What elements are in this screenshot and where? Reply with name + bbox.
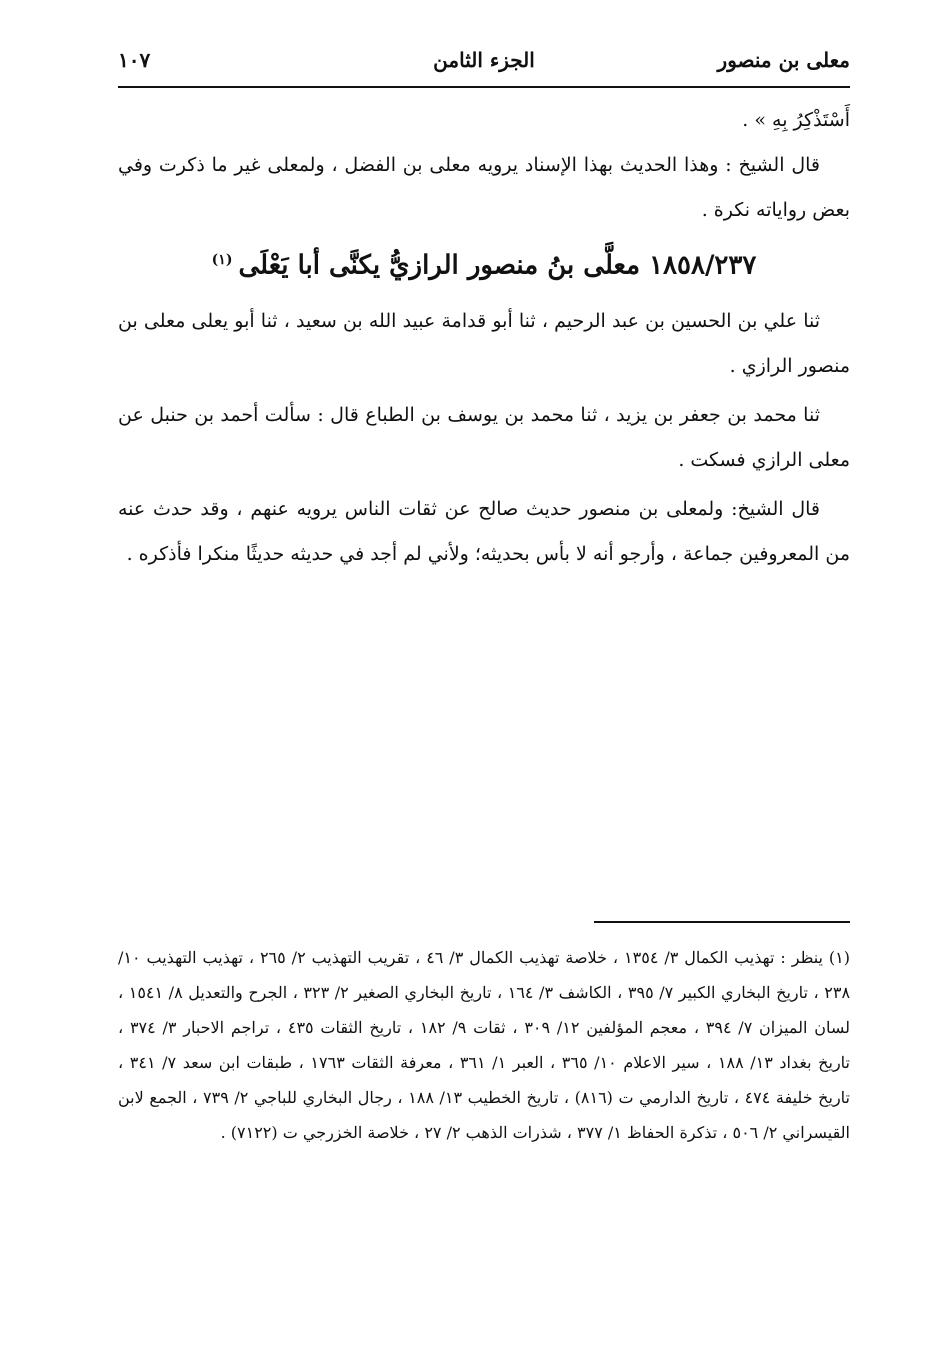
paragraph-shaykh-verdict: قال الشيخ: ولمعلى بن منصور حديث صالح عن ثقات الناس يرويه عنهم ، وقد حدث عنه من المعروفين جماعة ، وأرجو أنه لا بأس بحديثه؛ ولأني لم أجد في حديثه حديثًا منكرا فأذكره .	[118, 497, 850, 565]
main-text	[118, 98, 850, 577]
page-number: ١٠٧	[118, 48, 151, 72]
paragraph-isnad-2: ثنا محمد بن جعفر بن يزيد ، ثنا محمد بن يوسف بن الطباع قال : سألت أحمد بن حنبل عن معلى الرازي فسكت .	[118, 403, 850, 471]
footnote-1: (١) ينظر : تهذيب الكمال ٣/ ١٣٥٤ ، خلاصة تهذيب الكمال ٣/ ٤٦ ، تقريب التهذيب ٢/ ٢٦٥ ، تهذيب التهذيب ١٠/ ٢٣٨ ، تاريخ البخاري الكبير ٧/ ٣٩٥ ، الكاشف ٣/ ١٦٤ ، تاريخ البخاري الصغير ٢/ ٣٢٣ ، الجرح والتعديل ٨/ ١٥٤١ ، لسان الميزان ٧/ ٣٩٤ ، معجم المؤلفين ١٢/ ٣٠٩ ، ثقات ٩/ ١٨٢ ، تاريخ الثقات ٤٣٥ ، تراجم الاحبار ٣/ ٣٧٤ ، تاريخ بغداد ١٣/ ١٨٨ ، سير الاعلام ١٠/ ٣٦٥ ، العبر ١/ ٣٦١ ، معرفة الثقات ١٧٦٣ ، طبقات ابن سعد ٧/ ٣٤١ ، تاريخ خليفة ٤٧٤ ، تاريخ الدارمي ت (٨١٦) ، تاريخ الخطيب ١٣/ ١٨٨ ، رجال البخاري للباجي ٢/ ٧٣٩ ، الجمع لابن القيسراني ٢/ ٥٠٦ ، تذكرة الحفاظ ١/ ٣٧٧ ، شذرات الذهب ٢/ ٢٧ ، خلاصة الخزرجي ت (٧١٢٢) .	[118, 948, 851, 1142]
footnotes	[118, 940, 850, 1150]
footnote-ref: (١)	[211, 252, 233, 268]
page-header	[118, 40, 850, 88]
continuation-line: أَسْتَذْكِرُ بِهِ » .	[742, 109, 850, 131]
volume-label: الجزء الثامن	[433, 48, 535, 72]
entry-title	[118, 235, 850, 291]
entry-title-text: ١٨٥٨/٢٣٧ معلَّى بنُ منصور الرازيُّ يكنَّى أبا يَعْلَى	[238, 250, 757, 281]
running-head-title: معلى بن منصور	[717, 48, 850, 72]
paragraph-isnad-1: ثنا علي بن الحسين بن عبد الرحيم ، ثنا أبو قدامة عبيد الله بن سعيد ، ثنا أبو يعلى معلى بن منصور الرازي .	[118, 309, 850, 377]
footnote-separator	[594, 921, 850, 923]
paragraph-shaykh-note: قال الشيخ : وهذا الحديث بهذا الإسناد يرويه معلى بن الفضل ، ولمعلى غير ما ذكرت وفي بعض رواياته نكرة .	[118, 154, 850, 221]
